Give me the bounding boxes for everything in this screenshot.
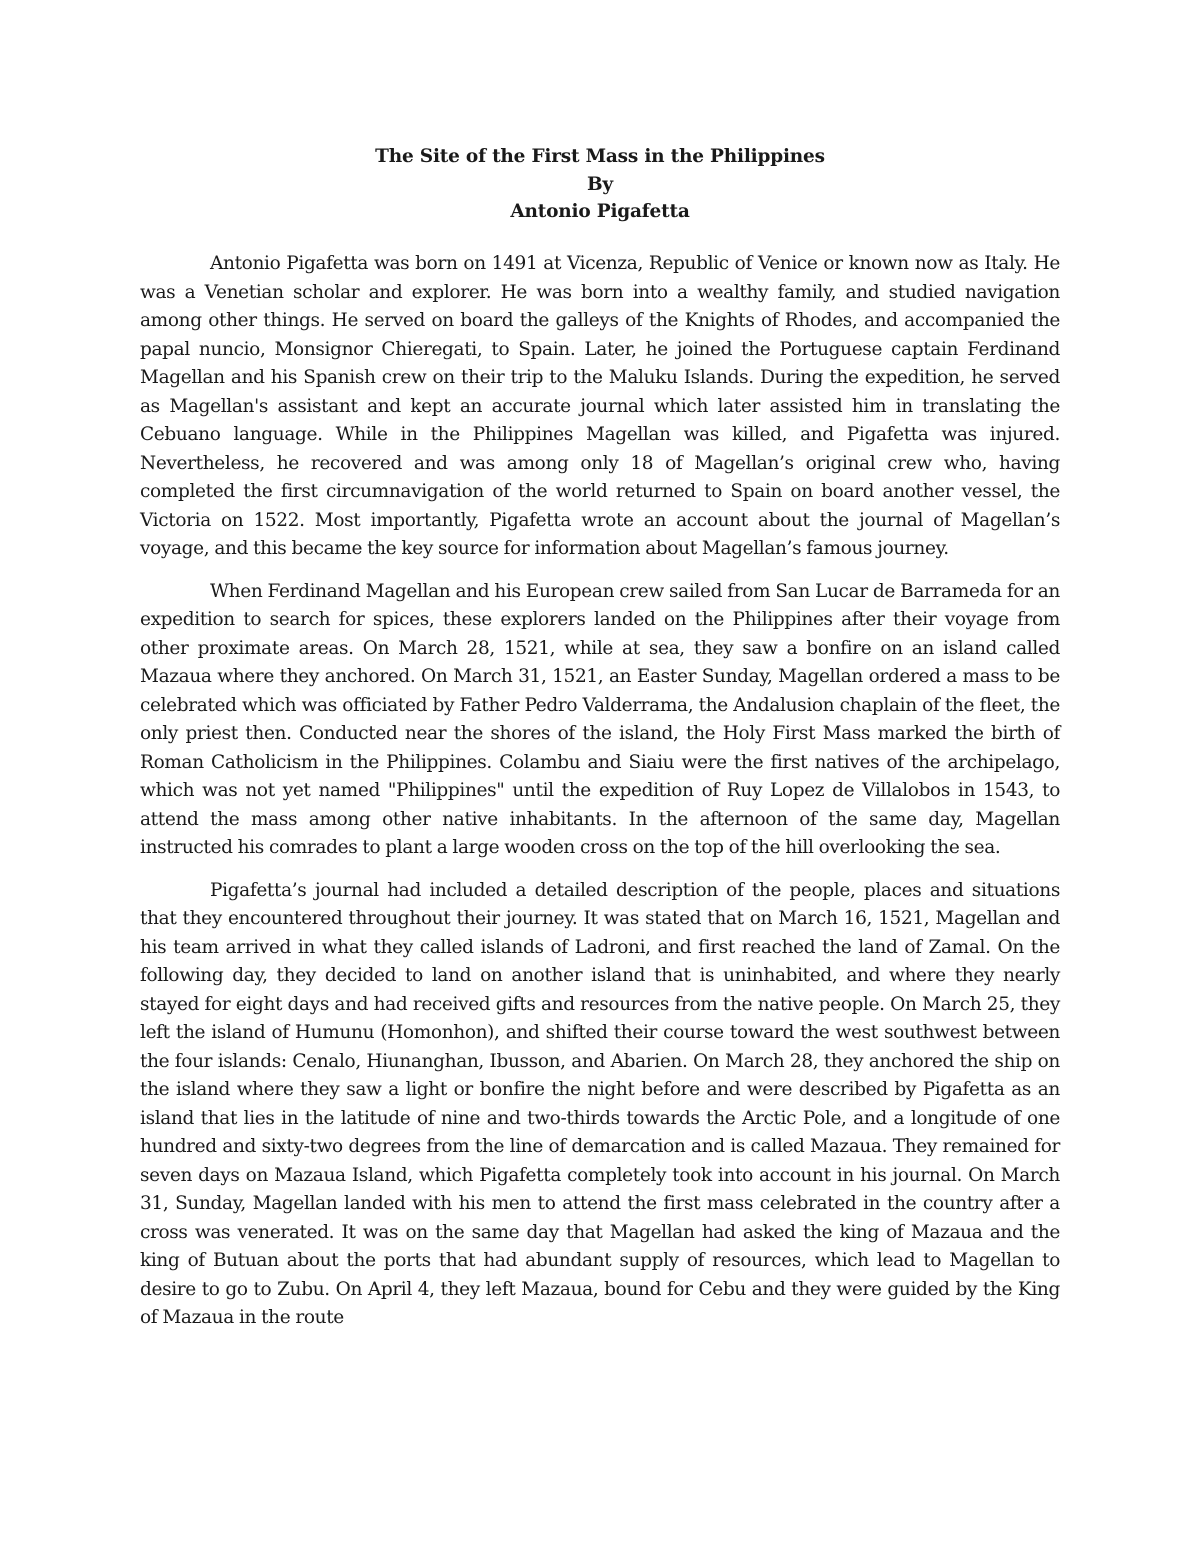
paragraph-2: When Ferdinand Magellan and his European crew sailed from San Lucar de Barrameda for an expedition to search for spices, these explorers landed on the Philippines after their voyage from other proximate areas. On March 28, 1521, while at sea, they saw a bonfire on an island called Mazaua where they anchored. On March 31, 1521, an Easter Sunday, Magellan ordered a mass to be celebrated which was officiated by Father Pedro Valderrama, the Andalusion chaplain of the fleet, the only priest then. Conducted near the shores of the island, the Holy First Mass marked the birth of Roman Catholicism in the Philippines. Colambu and Siaiu were the first natives of the archipelago, which was not yet named "Philippines" until the expedition of Ruy Lopez de Villalobos in 1543, to attend the mass among other native inhabitants. In the afternoon of the same day, Magellan instructed his comrades to plant a large wooden cross on the top of the hill overlooking the sea. — [140, 580, 1060, 858]
document-title: The Site of the First Mass in the Philippines — [375, 146, 825, 167]
document-header — [140, 143, 1060, 226]
byline-by: By — [587, 173, 613, 195]
document-body — [140, 250, 1060, 1347]
paragraph-1: Antonio Pigafetta was born on 1491 at Vicenza, Republic of Venice or known now as Italy. He was a Venetian scholar and explorer. He was born into a wealthy family, and studied navigation among other things. He served on board the galleys of the Knights of Rhodes, and accompanied the papal nuncio, Monsignor Chieregati, to Spain. Later, he joined the Portuguese captain Ferdinand Magellan and his Spanish crew on their trip to the Maluku Islands. During the expedition, he served as Magellan's assistant and kept an accurate journal which later assisted him in translating the Cebuano language. While in the Philippines Magellan was killed, and Pigafetta was injured. Nevertheless, he recovered and was among only 18 of Magellan’s original crew who, having completed the first circumnavigation of the world returned to Spain on board another vessel, the Victoria on 1522. Most importantly, Pigafetta wrote an account about the journal of Magellan’s voyage, and this became the key source for information about Magellan’s famous journey. — [140, 253, 1060, 559]
document-author: Antonio Pigafetta — [510, 201, 690, 222]
paragraph-3: Pigafetta’s journal had included a detailed description of the people, places and situations that they encountered throughout their journey. It was stated that on March 16, 1521, Magellan and his team arrived in what they called islands of Ladroni, and first reached the land of Zamal. On the following day, they decided to land on another island that is uninhabited, and where they nearly stayed for eight days and had received gifts and resources from the native people. On March 25, they left the island of Humunu (Homonhon), and shifted their course toward the west southwest between the four islands: Cenalo, Hiunanghan, Ibusson, and Abarien. On March 28, they anchored the ship on the island where they saw a light or bonfire the night before and were described by Pigafetta as an island that lies in the latitude of nine and two-thirds towards the Arctic Pole, and a longitude of one hundred and sixty-two degrees from the line of demarcation and is called Mazaua. They remained for seven days on Mazaua Island, which Pigafetta completely took into account in his journal. On March 31, Sunday, Magellan landed with his men to attend the first mass celebrated in the country after a cross was venerated. It was on the same day that Magellan had asked the king of Mazaua and the king of Butuan about the ports that had abundant supply of resources, which lead to Magellan to desire to go to Zubu. On April 4, they left Mazaua, bound for Cebu and they were guided by the King of Mazaua in the route — [140, 879, 1060, 1328]
